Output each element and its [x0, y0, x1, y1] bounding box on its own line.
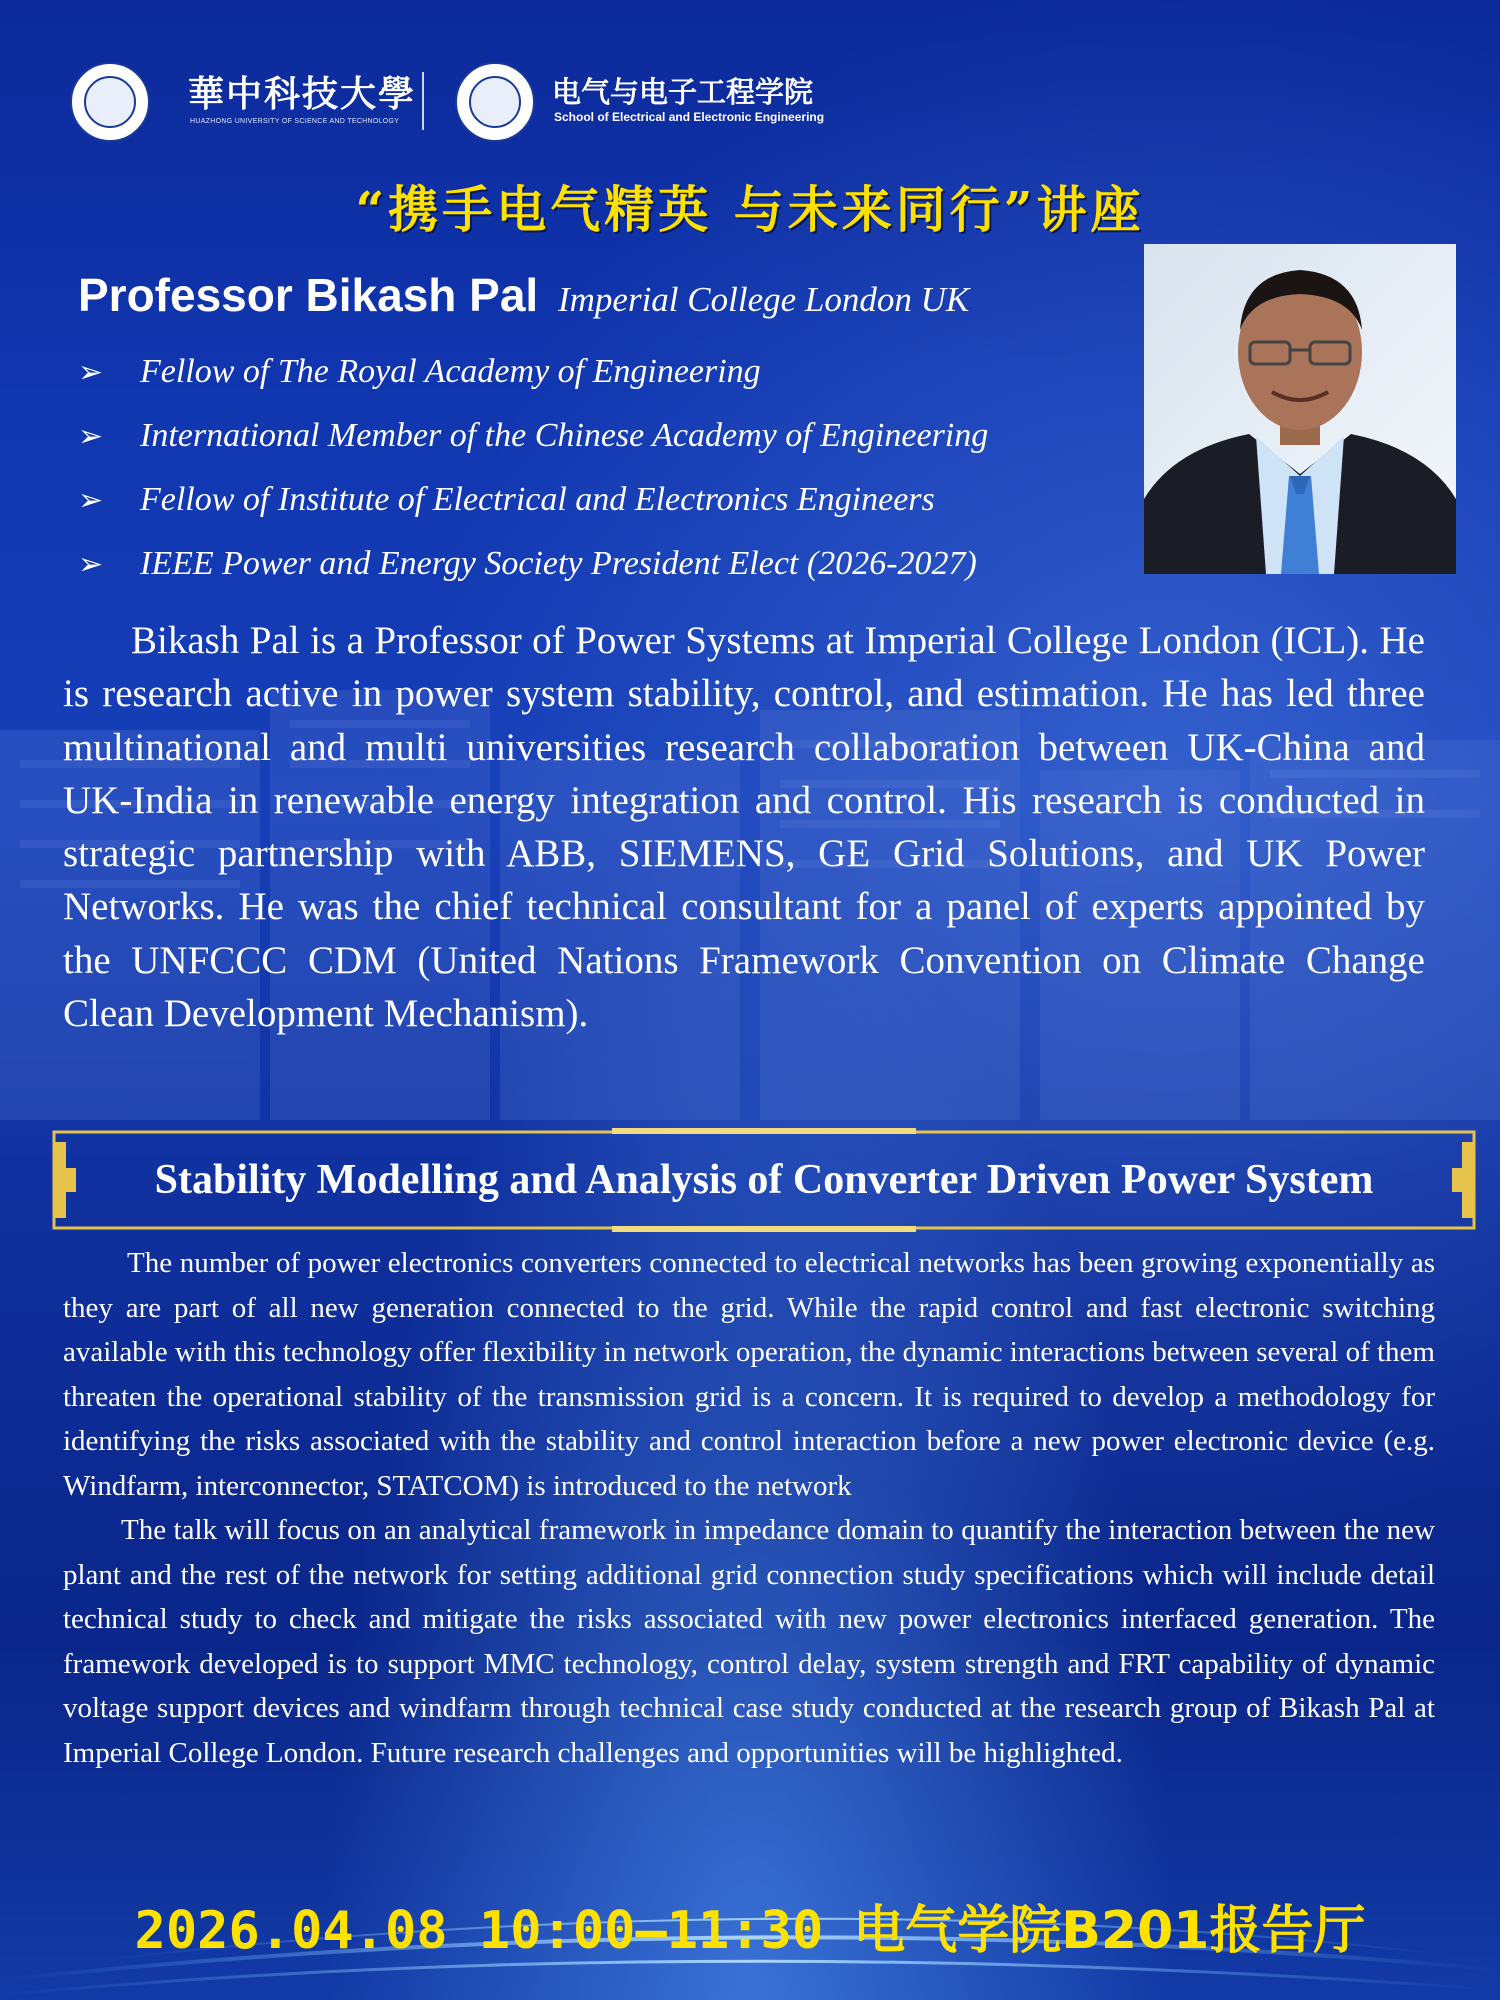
university-name-cn: 華中科技大學 — [188, 73, 417, 115]
event-datetime: 2026.04.08 10:00—11:30 — [134, 1901, 824, 1961]
honor-item — [78, 532, 988, 596]
university-name-en: HUAZHONG UNIVERSITY OF SCIENCE AND TECHNOLOGY — [190, 118, 400, 125]
school-name-cn: 电气与电子工程学院 — [552, 75, 814, 109]
honor-text: IEEE Power and Energy Society President Elect (2026-2027) — [140, 545, 977, 582]
honor-text: Fellow of Institute of Electrical and Electronics Engineers — [140, 481, 935, 518]
talk-title: Stability Modelling and Analysis of Converter Driven Power System — [154, 1157, 1374, 1203]
honor-text: Fellow of The Royal Academy of Engineering — [140, 353, 761, 390]
honor-item — [78, 404, 988, 468]
logo-bar — [70, 60, 870, 140]
arrowhead-icon: ➢ — [78, 418, 104, 454]
talk-abstract — [63, 1241, 1435, 1775]
arrowhead-icon: ➢ — [78, 482, 104, 518]
school-name-en: School of Electrical and Electronic Engineering — [554, 110, 825, 124]
arrowhead-icon: ➢ — [78, 354, 104, 390]
speaker-bio: Bikash Pal is a Professor of Power Systems at Imperial College London (ICL). He is research active in power system stability, control, and estimation. He has led three multinational and multi universities research collaboration between UK-China and UK-India in renewable energy integration and control. His research is conducted in strategic partnership with ABB, SIEMENS, GE Grid Solutions, and UK Power Networks. He was the chief technical consultant for a panel of experts appointed by the UNFCCC CDM (United Nations Framework Convention on Climate Change Clean Development Mechanism). — [63, 619, 1425, 1036]
speaker-affiliation: Imperial College London UK — [558, 280, 970, 319]
event-venue: 电气学院B201报告厅 — [853, 1901, 1366, 1961]
school-seal-icon — [455, 62, 535, 142]
abstract-paragraph: The number of power electronics converters connected to electrical networks has been growing exponentially as they are part of all new generation connected to the grid. While the rapid control and fast electronic switching available with this technology offer flexibility in network operation, the dynamic interactions between several of them threaten the operational stability of the transmission grid is a concern. It is required to develop a methodology for identifying the risks associated with the stability and control interaction before a new power electronic device (e.g. Windfarm, interconnector, STATCOM) is introduced to the network — [63, 1247, 1435, 1502]
lecture-series-headline: “携手电气精英 与未来同行”讲座 — [355, 180, 1145, 239]
university-seal-icon — [70, 62, 150, 142]
honor-text: International Member of the Chinese Academy of Engineering — [140, 417, 989, 454]
honor-item — [78, 468, 988, 532]
abstract-paragraph: The talk will focus on an analytical framework in impedance domain to quantify the interaction between the new plant and the rest of the network for setting additional grid connection study specifications which will include detail technical study to check and mitigate the risks associated with new power electronics interfaced generation. The framework developed is to support MMC technology, control delay, system strength and FRT capability of dynamic voltage support devices and windfarm through technical case study conducted at the research group of Bikash Pal at Imperial College London. Future research challenges and opportunities will be highlighted. — [63, 1514, 1435, 1769]
arrowhead-icon: ➢ — [78, 546, 104, 582]
speaker-photo — [1144, 244, 1456, 574]
honor-item — [78, 340, 988, 404]
speaker-portrait-illustration — [1144, 244, 1456, 574]
speaker-honors-list — [78, 340, 988, 596]
speaker-name: Professor Bikash Pal — [78, 269, 539, 321]
event-info — [0, 1888, 1500, 1963]
logo-divider — [422, 72, 424, 130]
